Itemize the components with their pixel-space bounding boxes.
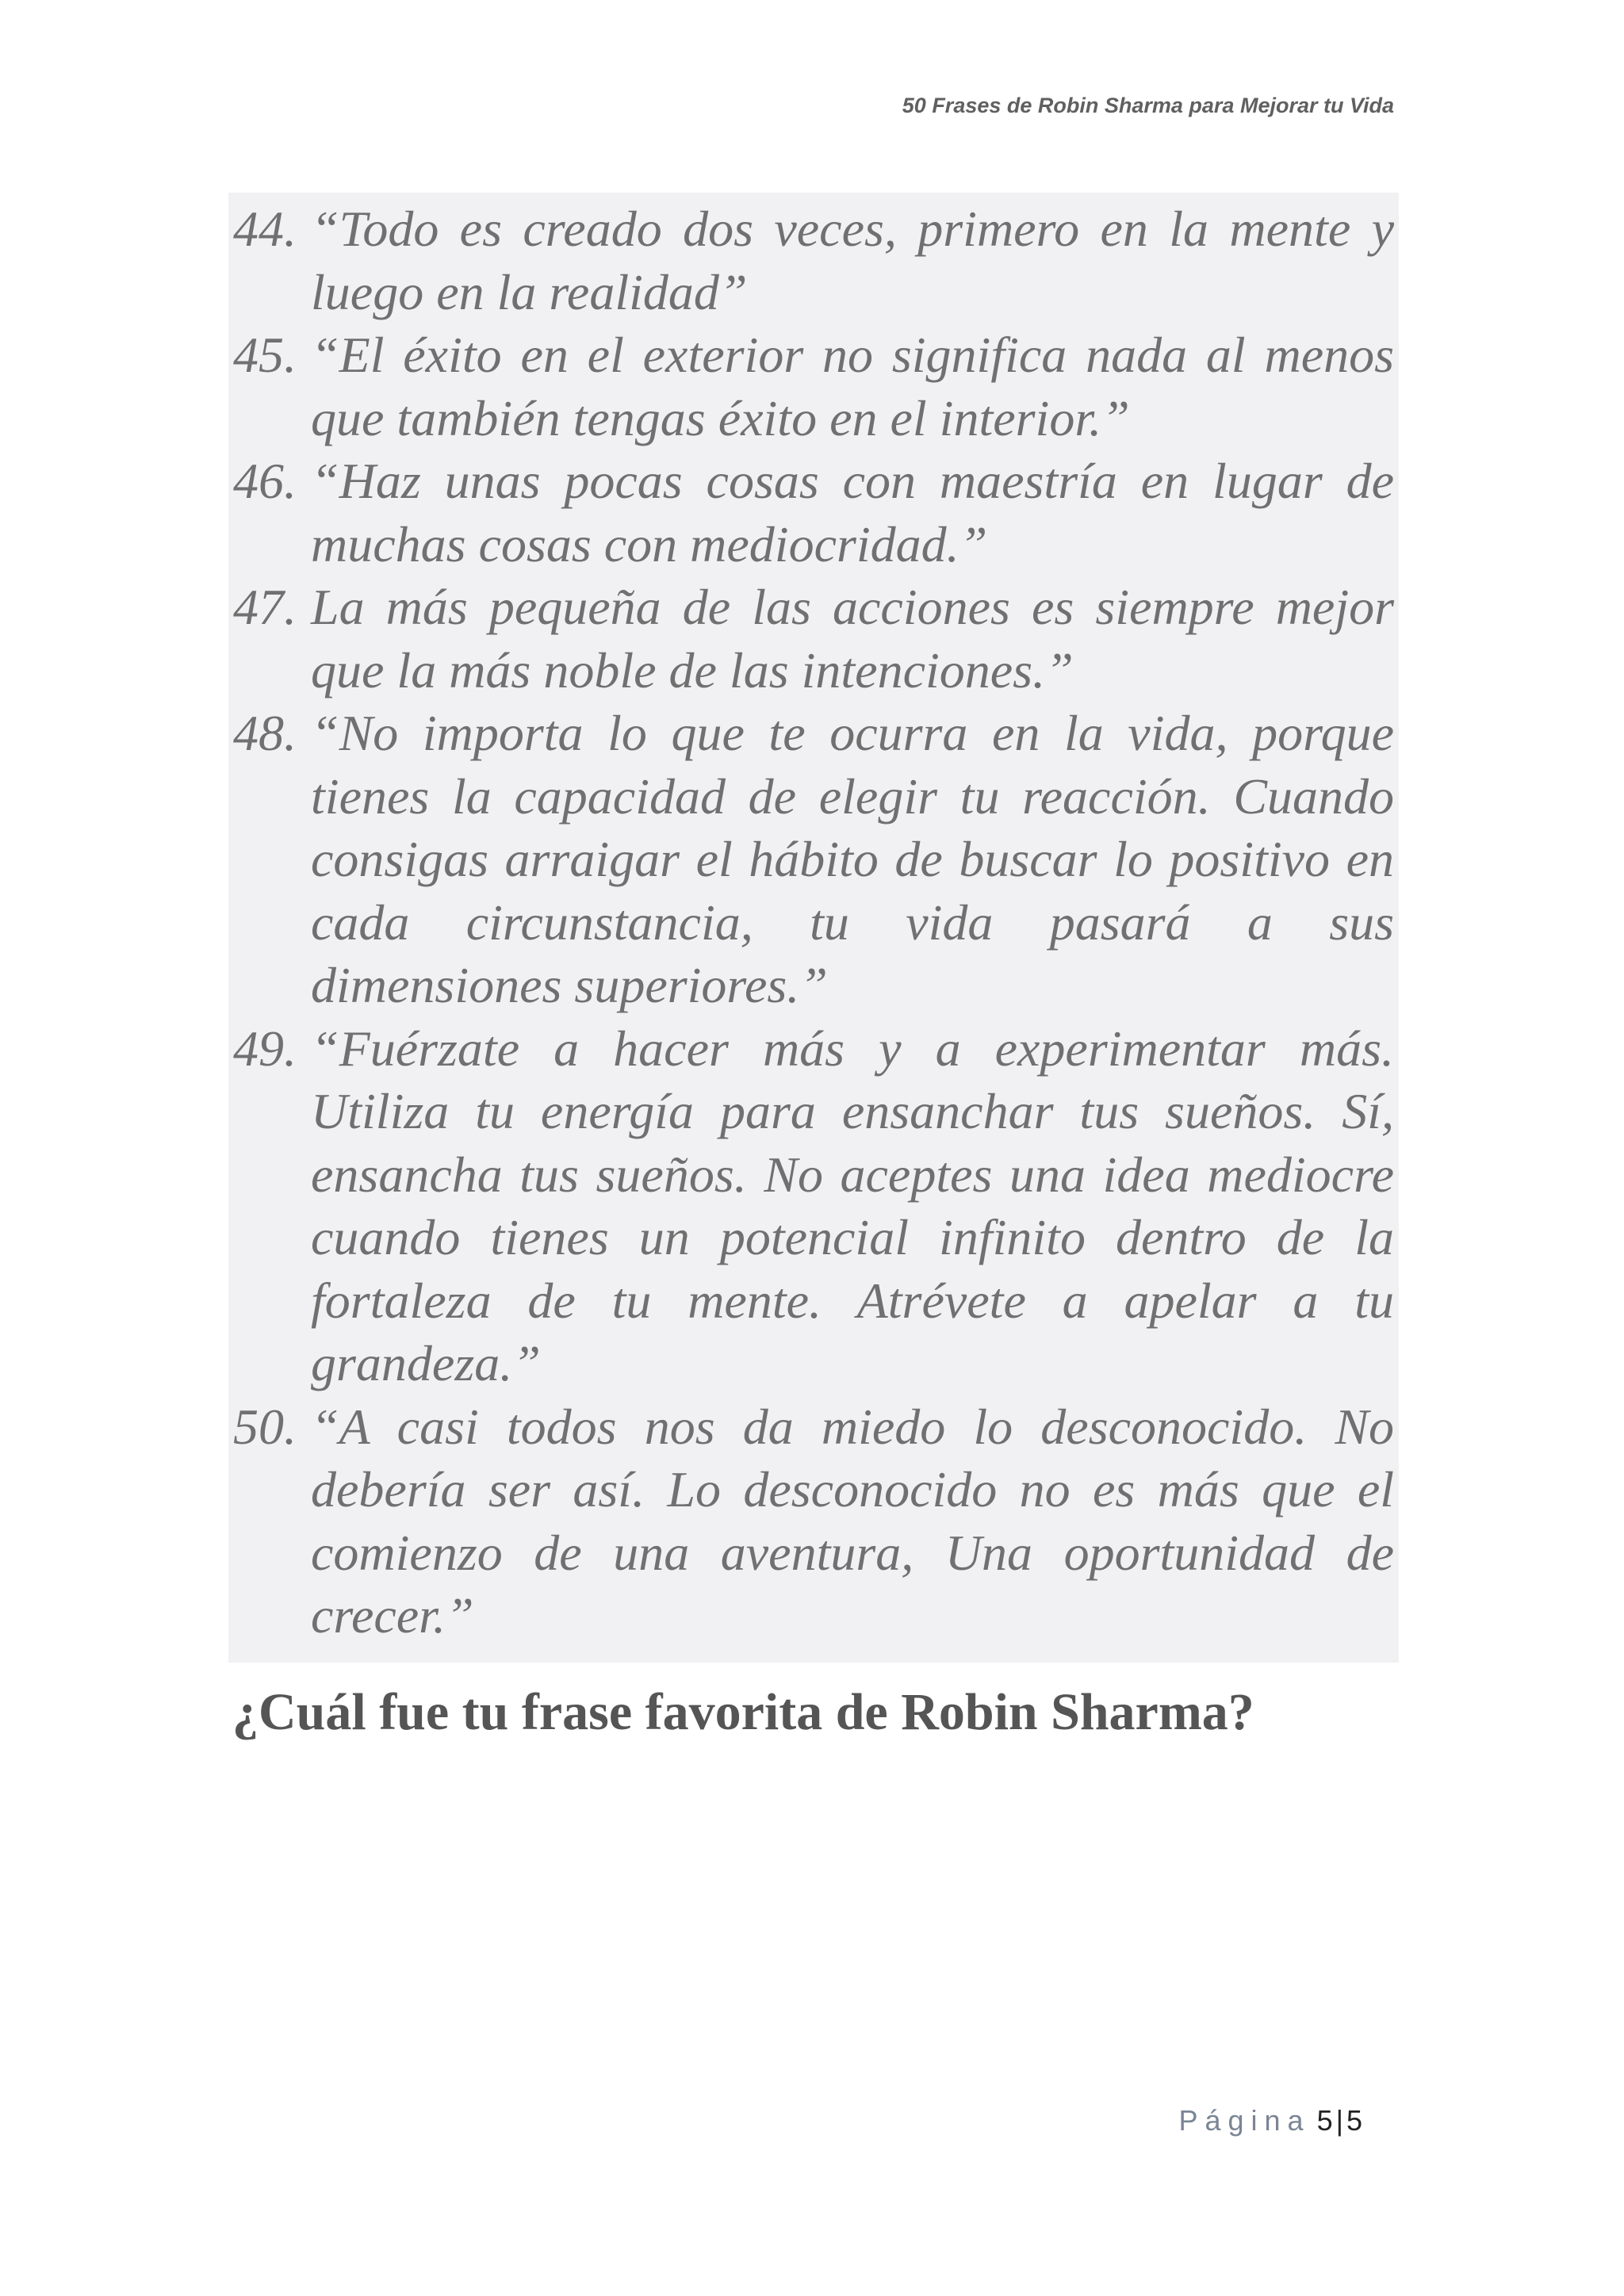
quote-text: “Fuérzate a hacer más y a experimentar más. Utiliza tu energía para ensanchar tus sueños. Sí, ensancha tus sueños. No aceptes una idea mediocre cuando tienes un potencial infinito dentro de la fortaleza de tu mente. Atrévete a apelar a tu grandeza.”	[311, 1020, 1394, 1391]
quote-item	[233, 323, 1394, 450]
page-label: Página	[1178, 2104, 1311, 2137]
quote-number: 46.	[233, 453, 297, 509]
quote-text: “Haz unas pocas cosas con maestría en lugar de muchas cosas con mediocridad.”	[311, 453, 1394, 572]
quote-item	[233, 197, 1394, 323]
quote-number: 49.	[233, 1020, 297, 1077]
quote-text: “No importa lo que te ocurra en la vida, porque tienes la capacidad de elegir tu reacción. Cuando consigas arraigar el hábito de buscar lo positivo en cada circunstancia, tu vida pasará a sus dimensiones superiores.”	[311, 705, 1394, 1013]
total-pages-number: 5	[1346, 2104, 1362, 2137]
quote-number: 45.	[233, 327, 297, 383]
closing-question: ¿Cuál fue tu frase favorita de Robin Sharma?	[232, 1683, 1254, 1741]
quote-text: La más pequeña de las acciones es siempre mejor que la más noble de las intenciones.”	[311, 579, 1394, 698]
quote-box	[228, 193, 1399, 1663]
quote-item	[233, 576, 1394, 702]
quote-item	[233, 702, 1394, 1017]
running-header: 50 Frases de Robin Sharma para Mejorar tu Vida	[902, 94, 1394, 117]
quote-list	[233, 197, 1394, 1647]
current-page-number: 5	[1316, 2104, 1333, 2137]
quote-number: 48.	[233, 705, 297, 761]
quote-text: “A casi todos nos da miedo lo desconocido. No debería ser así. Lo desconocido no es más que el comienzo de una aventura, Una oportunidad de crecer.”	[311, 1398, 1394, 1644]
page-footer	[0, 2104, 1362, 2137]
quote-number: 44.	[233, 201, 297, 257]
page-separator: |	[1335, 2104, 1343, 2137]
quote-number: 47.	[233, 579, 297, 635]
quote-item	[233, 1395, 1394, 1647]
quote-text: “Todo es creado dos veces, primero en la mente y luego en la realidad”	[311, 201, 1394, 320]
quote-item	[233, 1017, 1394, 1395]
quote-item	[233, 450, 1394, 576]
quote-number: 50.	[233, 1398, 297, 1455]
quote-text: “El éxito en el exterior no significa nada al menos que también tengas éxito en el interior.”	[311, 327, 1394, 446]
